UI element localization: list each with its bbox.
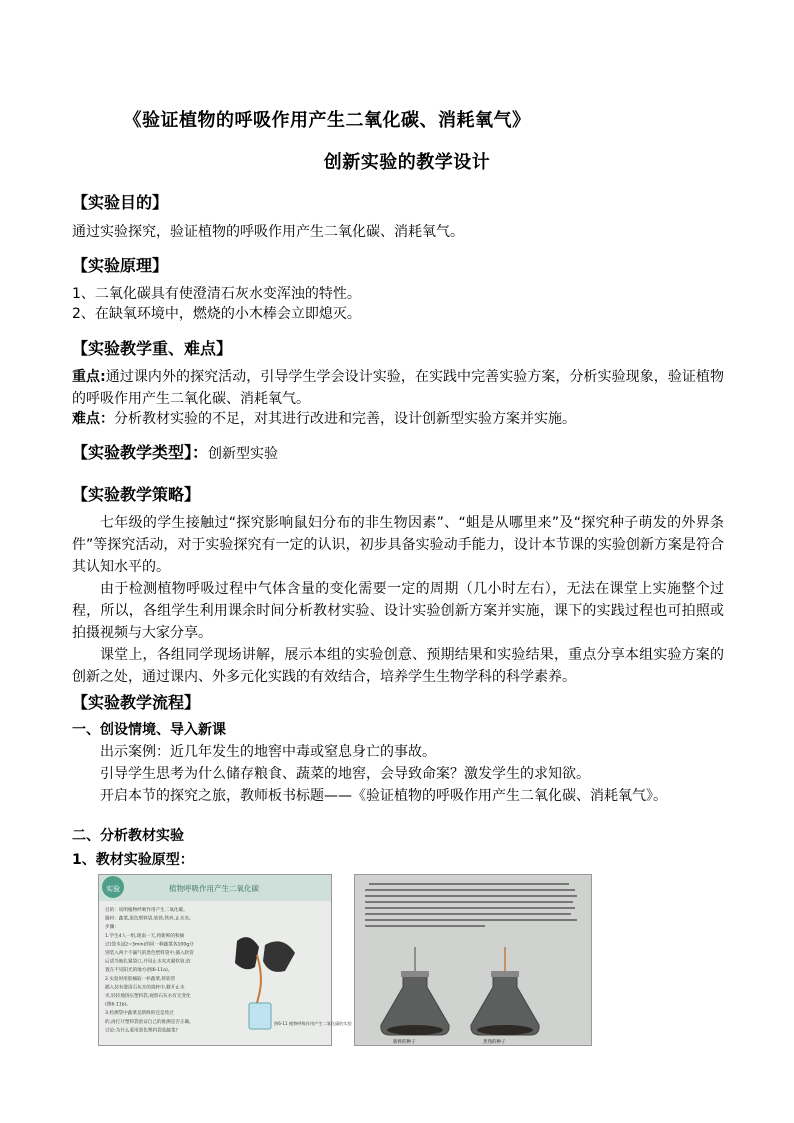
heading-key-points: 【实验教学重、难点】	[72, 339, 233, 358]
photo1-caption: 图6-11 植物呼吸作用产生二氧化碳的实验	[274, 1021, 352, 1026]
key-point-paragraph	[72, 366, 724, 410]
strategy-paragraph-3: 课堂上，各组同学现场讲解，展示本组的实验创意、预期结果和实验结果，重点分享本组实验方案的创新之处，通过课内、外多元化实践的有效结合，培养学生生物学科的科学素养。	[72, 647, 724, 685]
photo2-label-left: 新鲜的种子	[393, 1040, 416, 1045]
purpose-text: 通过实验探究，验证植物的呼吸作用产生二氧化碳、消耗氧气。	[72, 224, 464, 240]
photo1-text-line: 别装入两个不漏气的黑色塑料袋中,插入软管	[105, 951, 194, 956]
photo1-text-line: 1.学生4人一组,现南一天,将新鲜的和摘	[105, 933, 185, 939]
heading-strategy: 【实验教学策略】	[72, 485, 201, 504]
photo1-text-line: 夹,轻轻地挤压塑料袋,观察石灰水有无变化	[105, 994, 191, 999]
difficult-point-paragraph	[72, 408, 724, 430]
stopper-icon	[401, 971, 429, 977]
doc-title-line1: 《验证植物的呼吸作用产生二氧化碳、消耗氧气》	[123, 110, 531, 131]
photo1-badge: 实验	[106, 885, 120, 893]
process-step1-p2: 引导学生思考为什么储存粮食、蔬菜的地窖，会导致命案？激发学生的求知欲。	[100, 766, 590, 782]
photo1-text-line: 目的：说明植物呼吸作用产生二氧化碳。	[105, 908, 188, 913]
heading-process: 【实验教学流程】	[72, 693, 201, 712]
type-value: 创新型实验	[208, 446, 279, 462]
process-step1-p1: 出示案例：近几年发生的地窖中毒或窒息身亡的事故。	[100, 744, 436, 760]
process-step1-title: 一、创设情境、导入新课	[72, 722, 226, 738]
photo1-text-line: 过(烫水浸2~3min)的同一种蔬菜各100g分	[105, 942, 194, 948]
photo1-text-line: (图6-11b)。	[105, 1002, 132, 1008]
textbook-photo-graphic	[99, 875, 352, 1045]
process-step1-p3: 开启本节的探究之旅，教师板书标题——《验证植物的呼吸作用产生二氧化碳、消耗氧气》。	[100, 788, 667, 804]
heading-type: 【实验教学类型】：	[72, 443, 209, 462]
photo1-text-line: 的,再打开塑料袋验证自己的推测是否正确。	[105, 1019, 194, 1025]
strategy-paragraph-1: 七年级的学生接触过“探究影响鼠妇分布的非生物因素”、“蛆是从哪里来”及“探究种子萌发的外界条件”等探究活动，对于实验探究有一定的认识，初步具备实验动手能力，设计本节课的实验创新方案是符合其认知水平的。	[72, 515, 724, 575]
heading-purpose: 【实验目的】	[72, 193, 169, 212]
photo1-text-line: 讨论:为什么要用黑色塑料袋装蔬菜?	[105, 1028, 178, 1034]
photo1-text-line: 步骤：	[105, 925, 119, 931]
beaker-icon	[249, 1003, 271, 1029]
principle-item-1: 1、二氧化碳具有使澄清石灰水变浑浊的特性。	[72, 286, 361, 302]
difficult-point-label: 难点：	[72, 411, 114, 427]
difficult-point-text: 分析教材实验的不足，对其进行改进和完善，设计创新型实验方案并实施。	[114, 411, 576, 427]
key-point-label: 重点:	[72, 369, 106, 385]
heading-type-row	[72, 440, 278, 463]
photo1-text-line: 2.实验时用胶桶取一杯蔬菜,将软管	[105, 976, 176, 982]
flask-photo-graphic	[355, 875, 591, 1045]
key-point-text: 通过课内外的探究活动，引导学生学会设计实验，在实践中完善实验方案，分析实验现象，验证植物的呼吸作用产生二氧化碳、消耗氧气。	[72, 369, 724, 407]
photo1-text-line: 3.检测袋中蔬菜是新鲜的还是烫过	[105, 1011, 174, 1017]
photo2-label-right: 煮熟的种子	[483, 1040, 506, 1045]
photo1-header: 植物呼吸作用产生二氧化碳	[169, 884, 259, 893]
photo1-text-line: 插入装有澄清石灰水的烧杯中,移开止水	[105, 985, 185, 991]
strategy-paragraph-2: 由于检测植物呼吸过程中气体含量的变化需要一定的周期（几小时左右），无法在课堂上实施整个过程，所以，各组学生利用课余时间分析教材实验、设计实验创新方案并实施，课下的实践过程也可拍照或拍摄视频与大家分享。	[72, 581, 724, 641]
principle-item-2: 2、在缺氧环境中，燃烧的小木棒会立即熄灭。	[72, 306, 361, 322]
flask-experiment-photo	[354, 874, 592, 1046]
doc-title-line2: 创新实验的教学设计	[323, 152, 491, 173]
process-step2-title: 二、分析教材实验	[72, 828, 184, 844]
photo1-text-line: 后适当地扎紧袋口,并用止水夹夹紧软管,放	[105, 959, 191, 965]
photo1-text-line: 器材：蔬菜,黑色塑料袋,软管,铁丝,止水夹。	[105, 916, 194, 922]
process-step2-sub: 1、教材实验原型：	[72, 852, 194, 868]
textbook-experiment-photo	[98, 874, 352, 1046]
heading-principle: 【实验原理】	[72, 256, 169, 275]
photo1-text-line: 置在不见阳光的地方(图6-11a)。	[105, 968, 173, 974]
stopper-icon	[491, 971, 519, 977]
